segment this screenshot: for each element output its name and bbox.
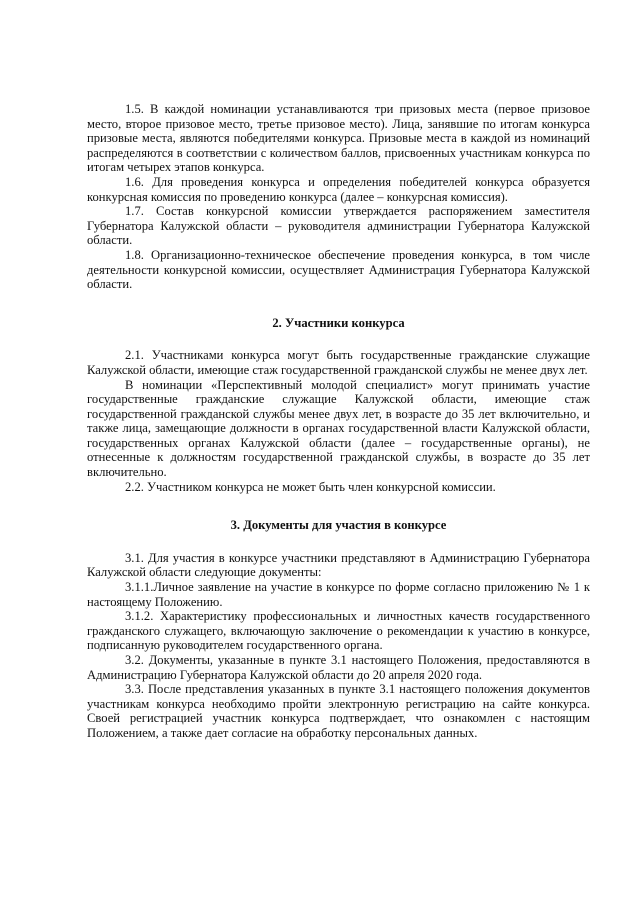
paragraph-3-2: 3.2. Документы, указанные в пункте 3.1 настоящего Положения, предоставляются в Администрацию Губернатора Калужской области до 20 апреля 2020 года. (87, 653, 590, 682)
paragraph-1-8: 1.8. Организационно-техническое обеспечение проведения конкурса, в том числе деятельности конкурсной комиссии, осуществляет Администрация Губернатора Калужской области. (87, 247, 590, 292)
paragraph-1-7: 1.7. Состав конкурсной комиссии утверждается распоряжением заместителя Губернатора Калужской области – руководителя администрации Губернатора Калужской области. (87, 204, 590, 248)
document-body (87, 102, 590, 741)
paragraph-3-1-1: 3.1.1.Личное заявление на участие в конкурсе по форме согласно приложению № 1 к настоящему Положению. (87, 580, 590, 609)
paragraph-1-6: 1.6. Для проведения конкурса и определения победителей конкурса образуется конкурсная комиссия по проведению конкурса (далее – конкурсная комиссия). (87, 174, 590, 204)
section-2-heading: 2. Участники конкурса (272, 315, 405, 330)
paragraph-3-1-2: 3.1.2. Характеристику профессиональных и личностных качеств государственного гражданского служащего, включающую заключение о рекомендации к участию в конкурсе, подписанную руководителем государственного органа. (87, 609, 590, 653)
paragraph-2-1: 2.1. Участниками конкурса могут быть государственные гражданские служащие Калужской области, имеющие стаж государственной гражданской службы не менее двух лет. (87, 348, 590, 377)
paragraph-3-3: 3.3. После представления указанных в пункте 3.1 настоящего положения документов участникам конкурса необходимо пройти электронную регистрацию на сайте конкурса. Своей регистрацией участник конкурса подтверждает, что ознакомлен с настоящим Положением, а также дает согласие на обработку персональных данных. (87, 682, 590, 740)
paragraph-2-2: 2.2. Участником конкурса не может быть член конкурсной комиссии. (125, 479, 496, 494)
paragraph-2-1-nomination: В номинации «Перспективный молодой специалист» могут принимать участие государственные гражданские служащие Калужской области, имеющие стаж государственной гражданской службы менее двух лет, в возрасте до 35 лет включительно, и также лица, замещающие должности в органах государственной власти Калужской области, государственных органах Калужской области (далее – государственные органы), не отнесенные к должностям государственной гражданской службы, в возрасте до 35 лет включительно. (87, 377, 590, 480)
section-3-heading: 3. Документы для участия в конкурсе (230, 518, 447, 533)
paragraph-3-1: 3.1. Для участия в конкурсе участники представляют в Администрацию Губернатора Калужской области следующие документы: (87, 550, 590, 580)
paragraph-1-5: 1.5. В каждой номинации устанавливаются три призовых места (первое призовое место, второе призовое место, третье призовое место). Лица, занявшие по итогам конкурса призовые места, являются победителями конкурса. Призовые места в каждой из номинаций распределяются в соответствии с количеством баллов, присвоенных участникам конкурса по итогам четырех этапов конкурса. (87, 102, 590, 175)
